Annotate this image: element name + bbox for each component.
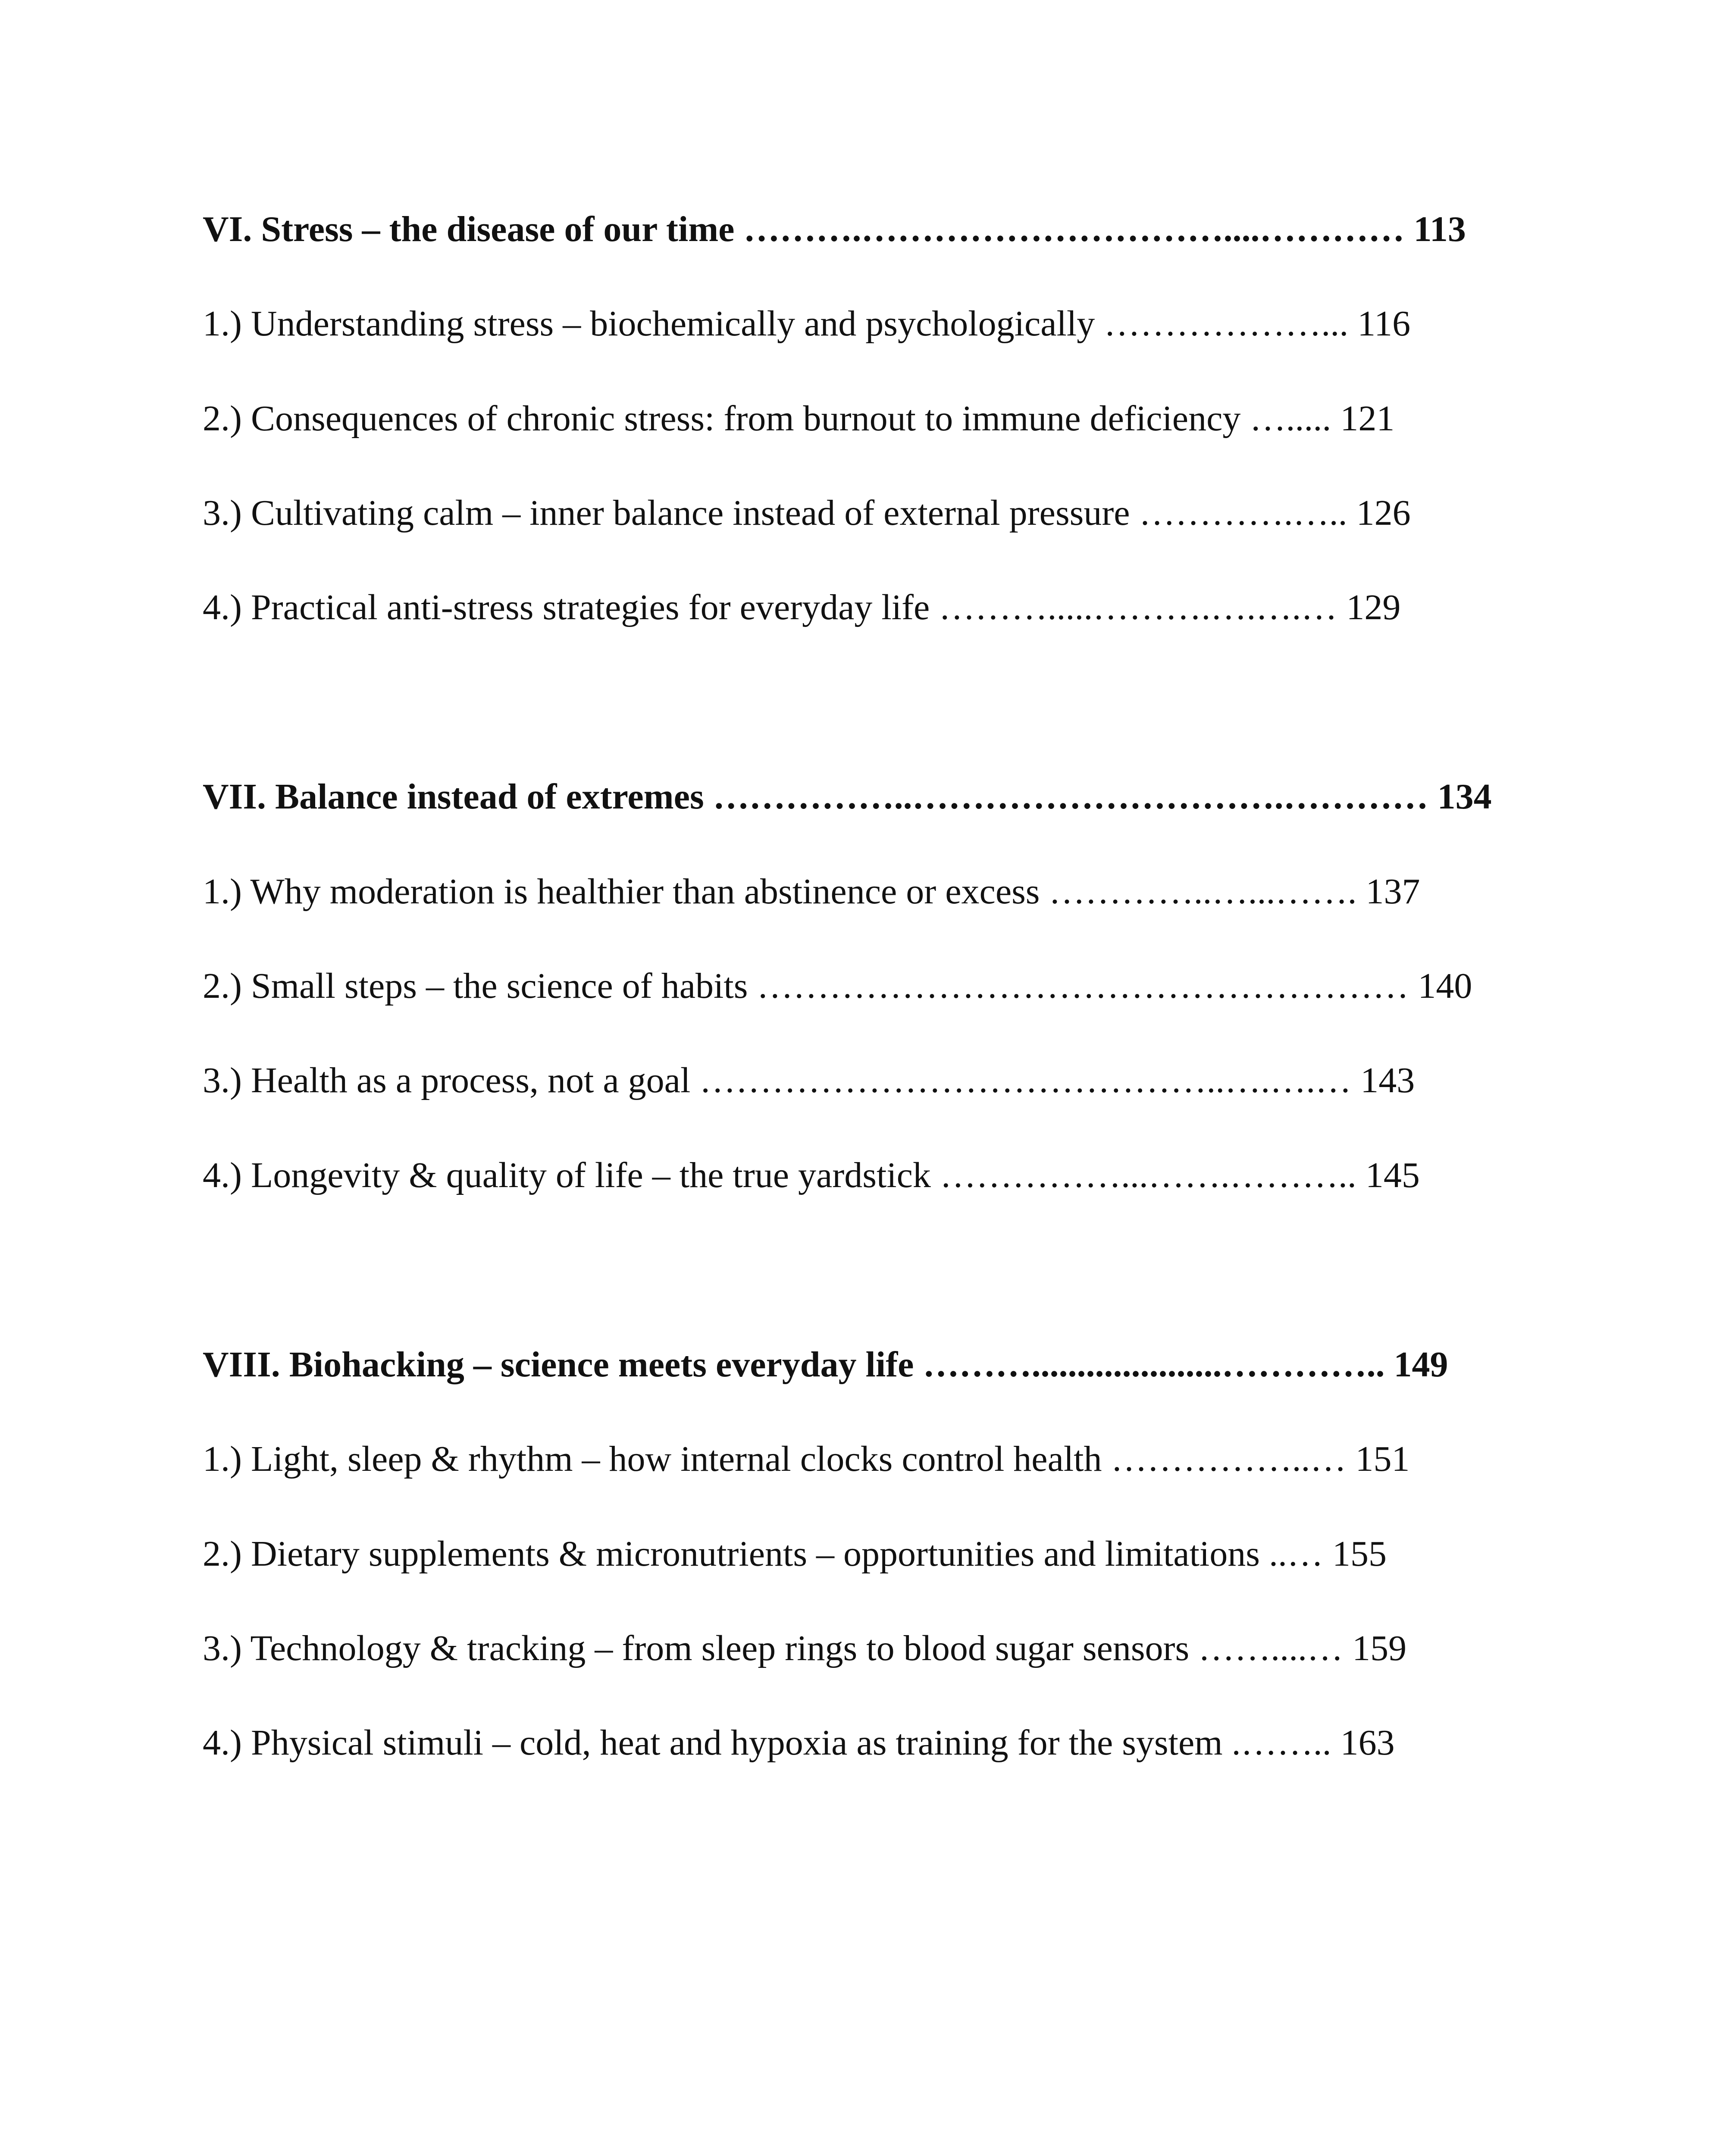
toc-entry-text: 4.) Physical stimuli – cold, heat and hypoxia as training for the system .…….. 163 xyxy=(203,1723,1395,1763)
toc-entry xyxy=(203,968,1546,1004)
toc-entry-text: 3.) Technology & tracking – from sleep rings to blood sugar sensors ……....… 159 xyxy=(203,1628,1407,1668)
toc-entry xyxy=(203,1630,1546,1667)
toc-entry xyxy=(203,589,1546,626)
toc-entry-text: 1.) Light, sleep & rhythm – how internal clocks control health ……………..… 151 xyxy=(203,1439,1410,1479)
toc-section-heading xyxy=(203,779,1546,815)
toc-entry xyxy=(203,1441,1546,1477)
toc-entry-text: 1.) Understanding stress – biochemically and psychologically ………………... 116 xyxy=(203,304,1411,344)
toc-entry-text: 2.) Dietary supplements & micronutrients – opportunities and limitations ..… 155 xyxy=(203,1534,1387,1574)
toc-entry xyxy=(203,306,1546,342)
toc-section-heading xyxy=(203,1344,1546,1385)
toc-entry xyxy=(203,871,1546,912)
toc-entry-text: 3.) Cultivating calm – inner balance instead of external pressure ………….….. 126 xyxy=(203,493,1411,533)
toc-entry-text: 3.) Health as a process, not a goal ……………………………………..….….… 143 xyxy=(203,1060,1415,1100)
toc-entry-text: 4.) Longevity & quality of life – the true yardstick ……………...…….……….. 145 xyxy=(203,1155,1420,1195)
toc-heading-text: VIII. Biohacking – science meets everyday life ……….....................………….. 149 xyxy=(203,1344,1448,1385)
toc-entry xyxy=(203,398,1546,439)
toc-entry-text: 1.) Why moderation is healthier than abstinence or excess …………..…...……. 137 xyxy=(203,871,1420,912)
toc-heading-text: VI. Stress – the disease of our time ……….…………………………....………… 113 xyxy=(203,209,1466,249)
toc-entry xyxy=(203,495,1546,531)
toc-heading-text: VII. Balance instead of extremes ……………..………………………….………… 134 xyxy=(203,777,1492,817)
toc-entry xyxy=(203,1536,1546,1572)
toc-entry-text: 2.) Consequences of chronic stress: from burnout to immune deficiency …..... 121 xyxy=(203,398,1395,439)
toc-entry-text: 2.) Small steps – the science of habits ……………………………………………… 140 xyxy=(203,966,1472,1006)
toc-entry xyxy=(203,1157,1546,1194)
toc-entry xyxy=(203,1062,1546,1099)
toc-entry-text: 4.) Practical anti-stress strategies for everyday life ……….....……….….….… 129 xyxy=(203,587,1401,627)
toc-entry xyxy=(203,1725,1546,1761)
toc-section-heading xyxy=(203,211,1546,248)
